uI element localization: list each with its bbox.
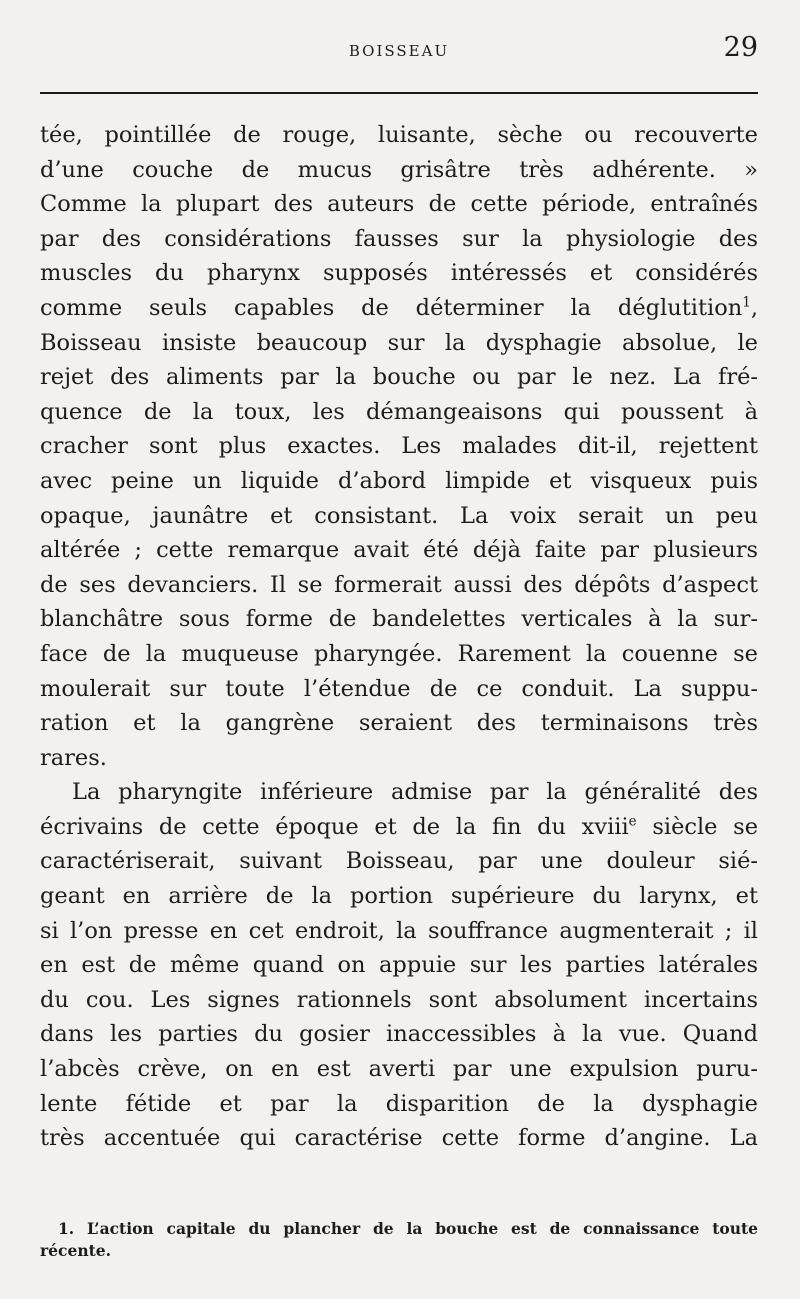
text-line-end: , — [750, 294, 758, 321]
running-head: BOISSEAU — [348, 42, 450, 60]
text-line: muscles du pharynx supposés intéressés et considérés — [40, 260, 758, 287]
text-line: caractériserait, suivant Boisseau, par une douleur sié- — [40, 848, 758, 875]
text-line: très accentuée qui caractérise cette forme d’angine. La — [40, 1125, 758, 1152]
text-line: opaque, jaunâtre et consistant. La voix serait un peu — [40, 502, 758, 529]
text-line: d’une couche de mucus grisâtre très adhérente. » — [40, 156, 758, 183]
text-line: si l’on presse en cet endroit, la souffrance augmenterait ; il — [40, 917, 758, 944]
text-line: dans les parties du gosier inaccessibles à la vue. Quand — [40, 1021, 758, 1048]
page-number: 29 — [723, 32, 758, 63]
text-line: moulerait sur toute l’étendue de ce conduit. La suppu- — [40, 675, 758, 702]
text-line-body: comme seuls capables de déterminer la déglutition — [40, 294, 743, 321]
text-line: geant en arrière de la portion supérieure du larynx, et — [40, 883, 758, 910]
page-header — [40, 32, 758, 72]
text-line: face de la muqueuse pharyngée. Rarement la couenne se — [40, 640, 758, 667]
text-line: en est de même quand on appuie sur les parties latérales — [40, 952, 758, 979]
text-line-end: siècle se — [636, 813, 759, 840]
text-line-body: écrivains de cette époque et de la fin du xviii — [40, 813, 629, 840]
text-line: l’abcès crève, on en est averti par une expulsion puru- — [40, 1056, 758, 1083]
footnote-line: récente. — [40, 1241, 112, 1260]
header-rule — [40, 92, 758, 94]
footnote-line: 1. L’action capitale du plancher de la bouche est de connaissance toute — [58, 1219, 758, 1238]
text-line: avec peine un liquide d’abord limpide et visqueux puis — [40, 467, 758, 494]
text-line: rejet des aliments par la bouche ou par le nez. La fré- — [40, 364, 758, 391]
footnote — [40, 1218, 758, 1262]
text-line: rares. — [40, 744, 107, 771]
text-line — [40, 810, 758, 845]
text-line — [40, 291, 758, 326]
text-line: quence de la toux, les démangeaisons qui poussent à — [40, 398, 758, 425]
superscript: e — [628, 813, 637, 830]
text-line: de ses devanciers. Il se formerait aussi des dépôts d’aspect — [40, 571, 758, 598]
text-line: altérée ; cette remarque avait été déjà faite par plusieurs — [40, 537, 758, 564]
text-line: du cou. Les signes rationnels sont absolument incertains — [40, 986, 758, 1013]
text-line: ration et la gangrène seraient des terminaisons très — [40, 710, 758, 737]
text-line: Comme la plupart des auteurs de cette période, entraînés — [40, 191, 758, 218]
footnote-ref: 1 — [742, 294, 751, 311]
text-line: lente fétide et par la disparition de la dysphagie — [40, 1090, 758, 1117]
text-line: blanchâtre sous forme de bandelettes verticales à la sur- — [40, 606, 758, 633]
text-line: par des considérations fausses sur la physiologie des — [40, 225, 758, 252]
text-line: cracher sont plus exactes. Les malades dit-il, rejettent — [40, 433, 758, 460]
text-line: Boisseau insiste beaucoup sur la dysphagie absolue, le — [40, 329, 758, 356]
body-text — [40, 118, 758, 1156]
text-line: tée, pointillée de rouge, luisante, sèche ou recouverte — [40, 122, 758, 148]
text-line: La pharyngite inférieure admise par la généralité des — [72, 779, 758, 806]
